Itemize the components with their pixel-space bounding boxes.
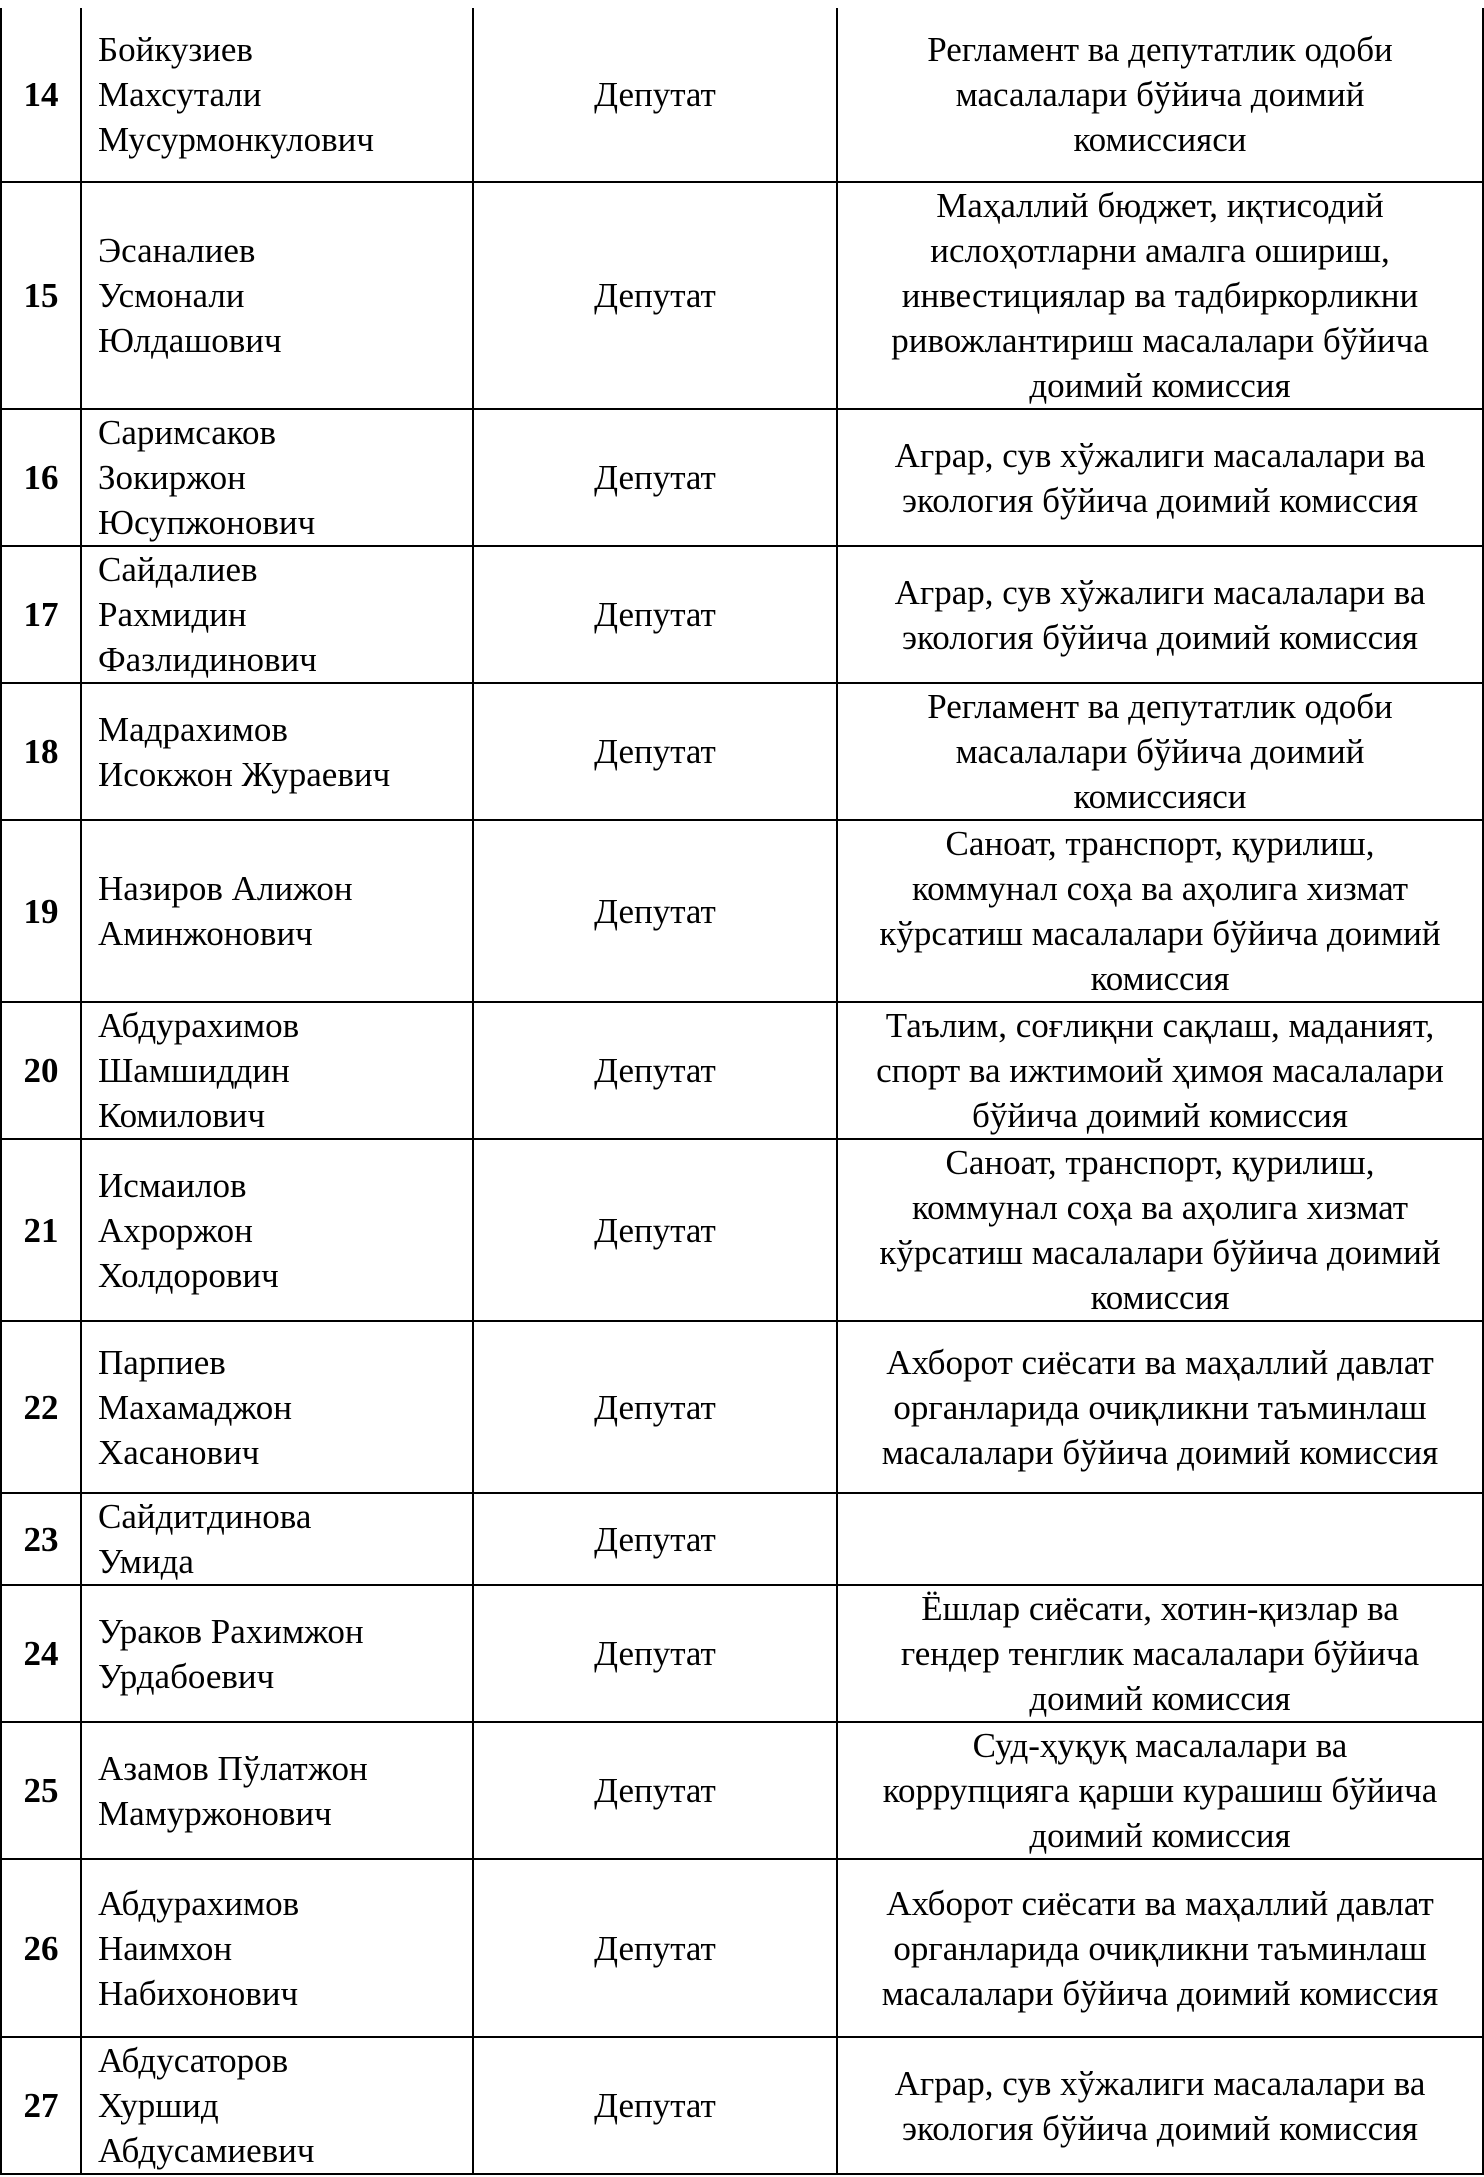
row-number: 25: [1, 1722, 81, 1859]
deputy-position: Депутат: [473, 1585, 837, 1722]
table-row: [1, 182, 1483, 409]
deputy-position: Депутат: [473, 820, 837, 1002]
commission-name: Маҳаллий бюджет, иқтисодий ислоҳотларни амалга ошириш, инвестициялар ва тадбиркорликни ривожлантириш масалалари бўйича доимий комиссия: [837, 182, 1483, 409]
deputy-position: Депутат: [473, 1321, 837, 1493]
deputy-name: Мадрахимов Исокжон Жураевич: [81, 683, 473, 820]
table-row: [1, 1493, 1483, 1585]
commission-name: Регламент ва депутатлик одоби масалалари бўйича доимий комиссияси: [837, 683, 1483, 820]
row-number: 27: [1, 2037, 81, 2174]
table-row: [1, 2037, 1483, 2174]
table-row: [1, 1859, 1483, 2037]
deputy-position: Депутат: [473, 409, 837, 546]
table-row: [1, 409, 1483, 546]
commission-name: Аграр, сув хўжалиги масалалари ва экология бўйича доимий комиссия: [837, 546, 1483, 683]
row-number: 16: [1, 409, 81, 546]
deputy-position: Депутат: [473, 182, 837, 409]
row-number: 22: [1, 1321, 81, 1493]
row-number: 15: [1, 182, 81, 409]
commission-name: Таълим, соғлиқни сақлаш, маданият, спорт ва ижтимоий ҳимоя масалалари бўйича доимий комиссия: [837, 1002, 1483, 1139]
commission-name: Ахборот сиёсати ва маҳаллий давлат органларида очиқликни таъминлаш масалалари бўйича доимий комиссия: [837, 1321, 1483, 1493]
row-number: 23: [1, 1493, 81, 1585]
commission-name: Аграр, сув хўжалиги масалалари ва экология бўйича доимий комиссия: [837, 409, 1483, 546]
deputy-position: Депутат: [473, 1493, 837, 1585]
table-row: [1, 546, 1483, 683]
deputy-name: Сайдалиев Рахмидин Фазлидинович: [81, 546, 473, 683]
row-number: 18: [1, 683, 81, 820]
deputy-position: Депутат: [473, 1002, 837, 1139]
deputy-name: Сайдитдинова Умида: [81, 1493, 473, 1585]
commission-name: Саноат, транспорт, қурилиш, коммунал соҳа ва аҳолига хизмат кўрсатиш масалалари бўйича доимий комиссия: [837, 1139, 1483, 1321]
row-number: 19: [1, 820, 81, 1002]
table-row: [1, 820, 1483, 1002]
deputies-table: [0, 8, 1484, 2175]
commission-name: Ёшлар сиёсати, хотин-қизлар ва гендер тенглик масалалари бўйича доимий комиссия: [837, 1585, 1483, 1722]
row-number: 26: [1, 1859, 81, 2037]
commission-name: Регламент ва депутатлик одоби масалалари бўйича доимий комиссияси: [837, 8, 1483, 182]
row-number: 14: [1, 8, 81, 182]
deputy-name: Ураков Рахимжон Урдабоевич: [81, 1585, 473, 1722]
table-row: [1, 1139, 1483, 1321]
row-number: 20: [1, 1002, 81, 1139]
deputy-name: Бойкузиев Махсутали Мусурмонкулович: [81, 8, 473, 182]
deputy-name: Саримсаков Зокиржон Юсупжонович: [81, 409, 473, 546]
table-row: [1, 1585, 1483, 1722]
deputy-position: Депутат: [473, 1139, 837, 1321]
deputy-position: Депутат: [473, 546, 837, 683]
deputy-name: Эсаналиев Усмонали Юлдашович: [81, 182, 473, 409]
deputy-position: Депутат: [473, 2037, 837, 2174]
deputy-name: Парпиев Махамаджон Хасанович: [81, 1321, 473, 1493]
table-row: [1, 683, 1483, 820]
deputy-position: Депутат: [473, 1859, 837, 2037]
deputy-position: Депутат: [473, 683, 837, 820]
deputy-name: Азамов Пўлатжон Мамуржонович: [81, 1722, 473, 1859]
deputy-name: Абдусаторов Хуршид Абдусамиевич: [81, 2037, 473, 2174]
row-number: 24: [1, 1585, 81, 1722]
row-number: 17: [1, 546, 81, 683]
commission-name: Саноат, транспорт, қурилиш, коммунал соҳа ва аҳолига хизмат кўрсатиш масалалари бўйича доимий комиссия: [837, 820, 1483, 1002]
deputy-name: Назиров Алижон Аминжонович: [81, 820, 473, 1002]
deputy-position: Депутат: [473, 1722, 837, 1859]
commission-name: [837, 1493, 1483, 1585]
table-row: [1, 8, 1483, 182]
deputy-name: Исмаилов Ахроржон Холдорович: [81, 1139, 473, 1321]
table-row: [1, 1722, 1483, 1859]
deputy-position: Депутат: [473, 8, 837, 182]
deputy-name: Абдурахимов Наимхон Набихонович: [81, 1859, 473, 2037]
commission-name: Аграр, сув хўжалиги масалалари ва экология бўйича доимий комиссия: [837, 2037, 1483, 2174]
deputy-name: Абдурахимов Шамшиддин Комилович: [81, 1002, 473, 1139]
commission-name: Суд-ҳуқуқ масалалари ва коррупцияга қарши курашиш бўйича доимий комиссия: [837, 1722, 1483, 1859]
row-number: 21: [1, 1139, 81, 1321]
table-row: [1, 1321, 1483, 1493]
commission-name: Ахборот сиёсати ва маҳаллий давлат органларида очиқликни таъминлаш масалалари бўйича доимий комиссия: [837, 1859, 1483, 2037]
table-row: [1, 1002, 1483, 1139]
